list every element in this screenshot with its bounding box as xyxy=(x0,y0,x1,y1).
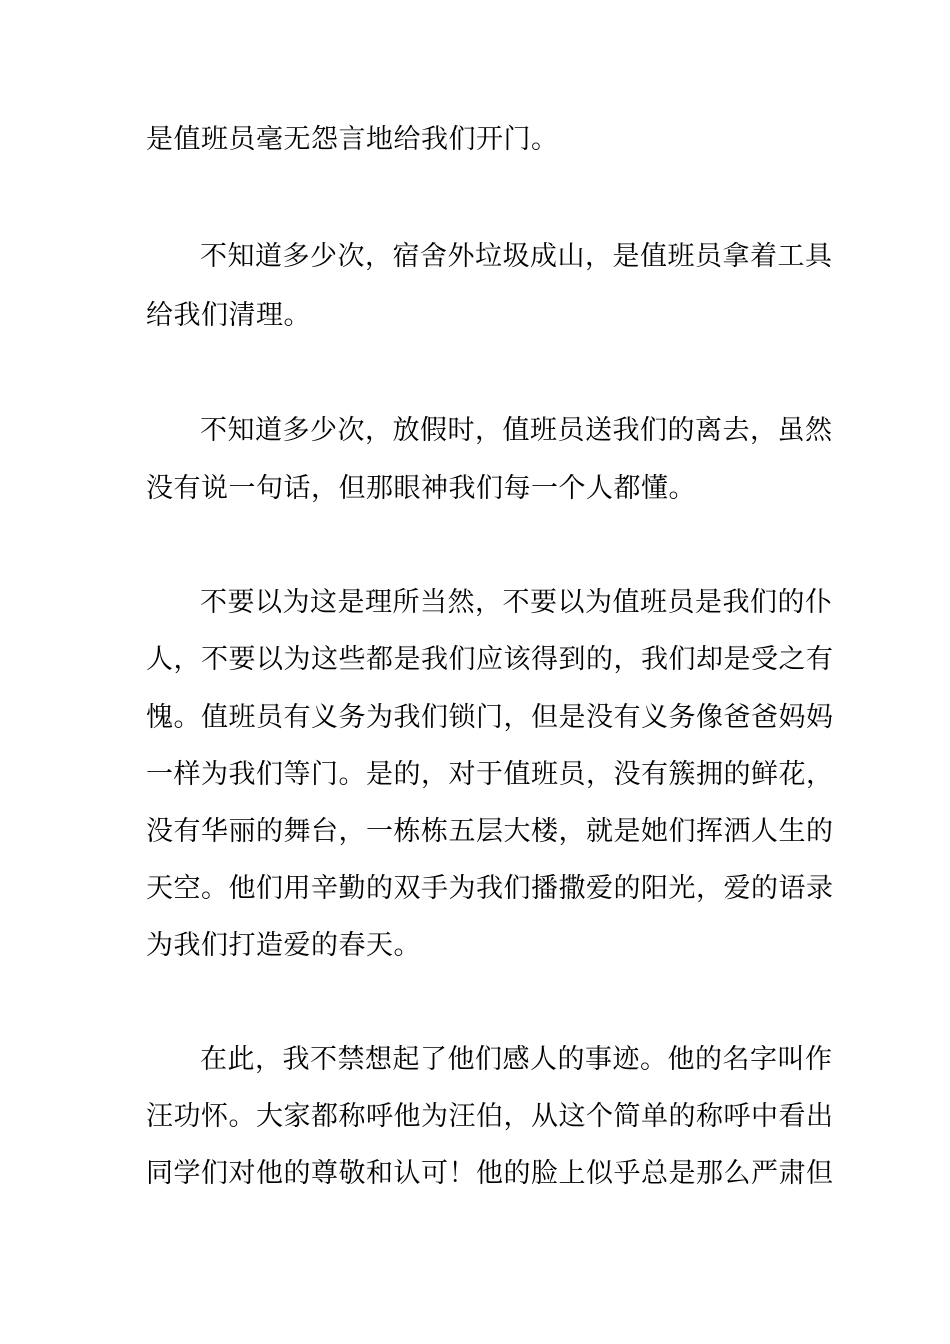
text-line: 不要以为这是理所当然，不要以为值班员是我们的仆 xyxy=(200,587,833,618)
text-line: 人，不要以为这些都是我们应该得到的，我们却是受之有 xyxy=(146,644,834,675)
text-line: 不知道多少次，宿舍外垃圾成山，是值班员拿着工具 xyxy=(200,241,833,272)
text-line: 给我们清理。 xyxy=(146,300,311,331)
text-line: 同学们对他的尊敬和认可！他的脸上似乎总是那么严肃但 xyxy=(146,1158,834,1189)
text-line: 汪功怀。大家都称呼他为汪伯，从这个简单的称呼中看出 xyxy=(146,1101,834,1132)
text-line: 一样为我们等门。是的，对于值班员，没有簇拥的鲜花， xyxy=(146,759,834,790)
text-line: 愧。值班员有义务为我们锁门，但是没有义务像爸爸妈妈 xyxy=(146,702,834,733)
text-line: 在此，我不禁想起了他们感人的事迹。他的名字叫作 xyxy=(200,1044,833,1075)
text-line: 是值班员毫无怨言地给我们开门。 xyxy=(146,124,559,155)
text-line: 没有说一句话，但那眼神我们每一个人都懂。 xyxy=(146,473,696,504)
text-line: 为我们打造爱的春天。 xyxy=(146,930,421,961)
text-line: 没有华丽的舞台，一栋栋五层大楼，就是她们挥洒人生的 xyxy=(146,816,834,847)
text-line: 不知道多少次，放假时，值班员送我们的离去，虽然 xyxy=(200,415,833,446)
text-line: 天空。他们用辛勤的双手为我们播撒爱的阳光，爱的语录 xyxy=(146,873,834,904)
